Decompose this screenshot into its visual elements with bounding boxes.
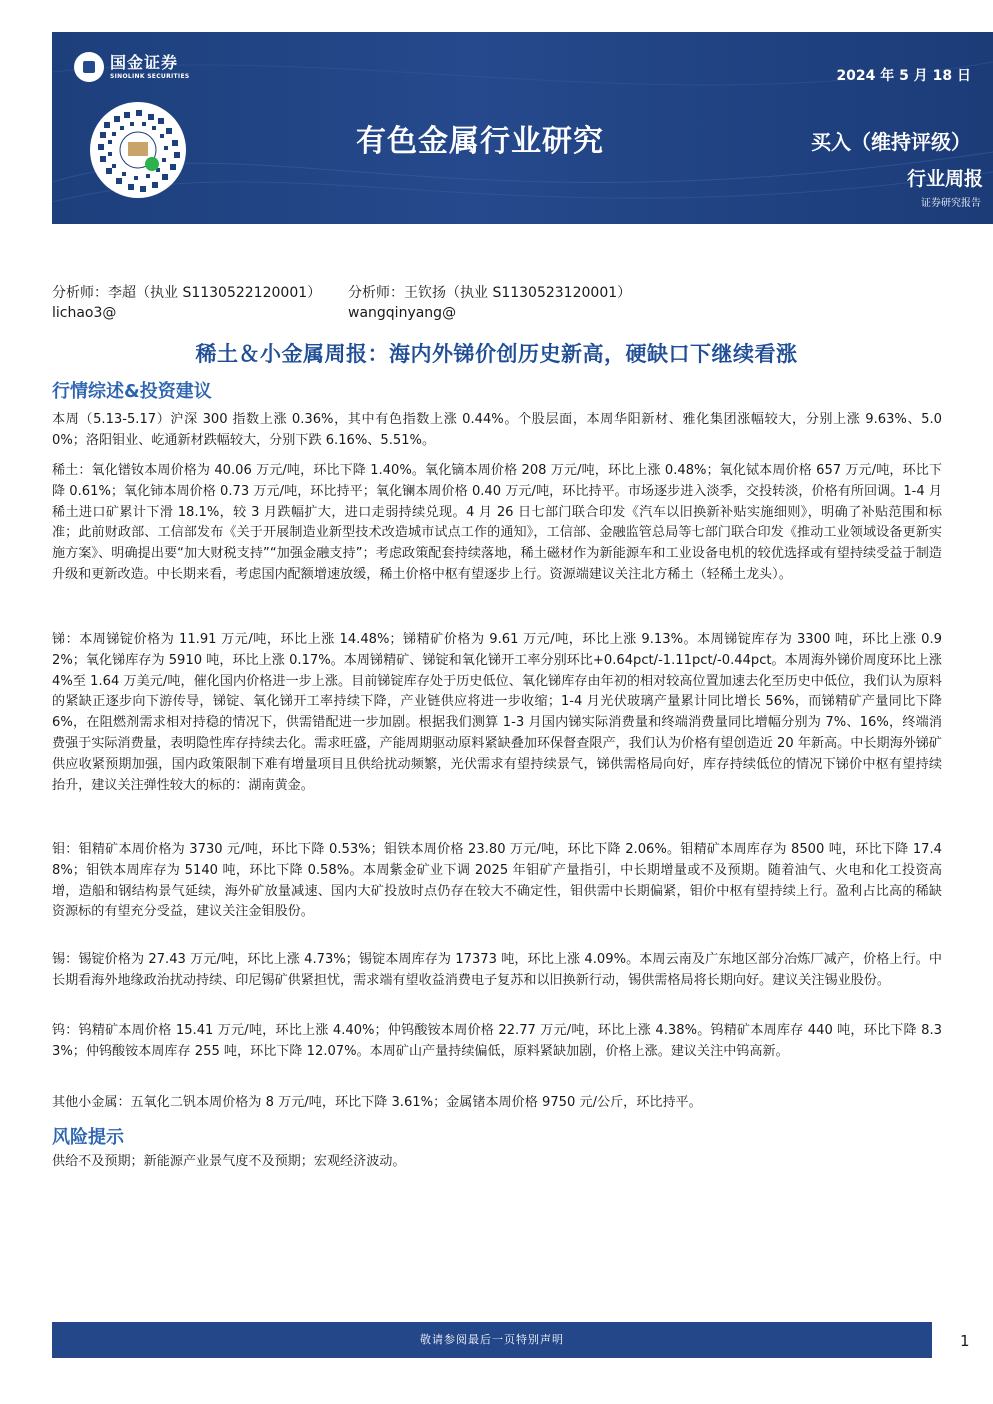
paragraph-other-metals: 其他小金属：五氧化二钒本周价格为 8 万元/吨，环比下降 3.61%；金属锗本周价格 9750 元/公斤，环比持平。	[52, 1095, 702, 1110]
paragraph-market-overview: 本周（5.13-5.17）沪深 300 指数上涨 0.36%，其中有色指数上涨 0.44%。个股层面，本周华阳新材、雅化集团涨幅较大，分别上涨 9.63%、5.00%；洛阳钼业、屹通新材跌幅较大，分别下跌 6.16%、5.51%。	[52, 412, 942, 448]
report-date: 2024 年 5 月 18 日	[836, 68, 971, 84]
report-subtype: 证券研究报告	[921, 198, 981, 209]
page-number: 1	[960, 1332, 970, 1350]
paragraph-rare-earth: 稀土：氧化镨钕本周价格为 40.06 万元/吨，环比下降 1.40%。氧化镝本周价格 208 万元/吨，环比上涨 0.48%；氧化铽本周价格 657 万元/吨，环比下降 0.61%；氧化铈本周价格 0.73 万元/吨，环比持平；氧化镧本周价格 0.40 万元/吨，环比持平。市场逐步进入淡季，交投转淡，价格有所回调。1-4 月稀土进口矿累计下滑 18.1%，较 3 月跌幅扩大，进口走弱持续兑现。4 月 26 日七部门联合印发《汽车以旧换新补贴实施细则》，明确了补贴范围和标准；此前财政部、工信部发布《关于开展制造业新型技术改造城市试点工作的通知》，工信部、金融监管总局等七部门联合印发《推动工业领域设备更新实施方案》、明确提出要“加大财税支持”“加强金融支持”；考虑政策配套持续落地，稀土磁材作为新能源车和工业设备电机的较优选择或有望持续受益于制造升级和更新改造。中长期来看，考虑国内配额增速放缓，稀土价格中枢有望逐步上行。资源端建议关注北方稀土（轻稀土龙头）。	[52, 463, 942, 582]
analyst-2-label: 分析师：王钦扬（执业 S1130523120001）	[348, 285, 632, 301]
rating: 买入（维持评级）	[811, 130, 971, 154]
paragraph-antimony: 锑：本周锑锭价格为 11.91 万元/吨，环比上涨 14.48%；锑精矿价格为 9.61 万元/吨，环比上涨 9.13%。本周锑锭库存为 3300 吨，环比上涨 0.92%；氧化锑库存为 5910 吨，环比上涨 0.17%。本周锑精矿、锑锭和氧化锑开工率分别环比+0.64pct/-1.11pct/-0.44pct。本周海外锑价周度环比上涨 4%至 1.64 万美元/吨，催化国内价格进一步上涨。目前锑锭库存处于历史低位、氧化锑库存由年初的相对较高位置加速去化至历史中低位，我们认为原料的紧缺正逐步向下游传导，锑锭、氧化锑开工率持续下降，产业链供应将进一步收缩；1-4 月光伏玻璃产量累计同比增长 56%，而锑精矿产量同比下降 6%，在阻燃剂需求相对持稳的情况下，供需错配进一步加剧。根据我们测算 1-3 月国内锑实际消费量和终端消费量同比增幅分别为 7%、16%，终端消费强于实际消费量，表明隐性库存持续去化。需求旺盛，产能周期驱动原料紧缺叠加环保督查限产，我们认为价格有望创造近 20 年新高。中长期海外锑矿供应收紧预期加强，国内政策限制下难有增量项目且供给扰动频繁，光伏需求有望持续景气，锑供需格局向好，库存持续低位的情况下锑价中枢有望持续抬升，建议关注弹性较大的标的：湖南黄金。	[52, 632, 942, 793]
report-header-banner	[52, 32, 993, 224]
report-main-title: 稀土＆小金属周报：海内外锑价创历史新高，硬缺口下继续看涨	[195, 342, 798, 366]
paragraph-risk: 供给不及预期；新能源产业景气度不及预期；宏观经济波动。	[52, 1154, 406, 1169]
report-title: 有色金属行业研究	[356, 124, 604, 159]
mini-program-qr-code	[90, 102, 186, 198]
footer-disclaimer-bar: 敬请参阅最后一页特别声明	[52, 1322, 932, 1358]
logo-chinese-name: 国金证券	[110, 52, 179, 72]
section-heading-overview: 行情综述&投资建议	[52, 381, 212, 402]
paragraph-tin: 锡：锡锭价格为 27.43 万元/吨，环比上涨 4.73%；锡锭本周库存为 17373 吨，环比上涨 4.09%。本周云南及广东地区部分冶炼厂减产，价格上行。中长期看海外地缘政治扰动持续、印尼锡矿供紧担忧，需求端有望收益消费电子复苏和以旧换新行动，锡供需格局将长期向好。建议关注锡业股份。	[52, 952, 942, 988]
analyst-1-email[interactable]: lichao3@	[52, 305, 117, 321]
report-type: 行业周报	[906, 168, 983, 190]
section-heading-risk: 风险提示	[52, 1127, 124, 1148]
paragraph-molybdenum: 钼：钼精矿本周价格为 3730 元/吨，环比下降 0.53%；钼铁本周价格 23.80 万元/吨，环比下降 2.06%。钼精矿本周库存为 8500 吨，环比下降 17.48%；钼铁本周库存为 5140 吨，环比下降 0.58%。本周紫金矿业下调 2025 年钼矿产量指引，中长期增量或不及预期。随着油气、火电和化工投资高增，造船和钢结构景气延续，海外矿放量减速、国内大矿投放时点仍存在较大不确定性，钼供需中长期偏紧，钼价中枢有望持续上行。盈利占比高的稀缺资源标的有望充分受益，建议关注金钼股份。	[52, 842, 942, 920]
analyst-1	[52, 283, 321, 323]
analyst-2-email[interactable]: wangqinyang@	[348, 305, 457, 321]
logo-mark-icon	[74, 52, 104, 82]
analyst-1-label: 分析师：李超（执业 S1130522120001）	[52, 285, 322, 301]
analyst-2	[348, 283, 631, 323]
paragraph-tungsten: 钨：钨精矿本周价格 15.41 万元/吨，环比上涨 4.40%；仲钨酸铵本周价格 22.77 万元/吨，环比上涨 4.38%。钨精矿本周库存 440 吨，环比下降 8.33%；仲钨酸铵本周库存 255 吨，环比下降 12.07%。本周矿山产量持续偏低，原料紧缺加剧，价格上涨。建议关注中钨高新。	[52, 1023, 942, 1059]
company-logo	[74, 52, 189, 82]
logo-english-name: SINOLINK SECURITIES	[110, 72, 190, 80]
